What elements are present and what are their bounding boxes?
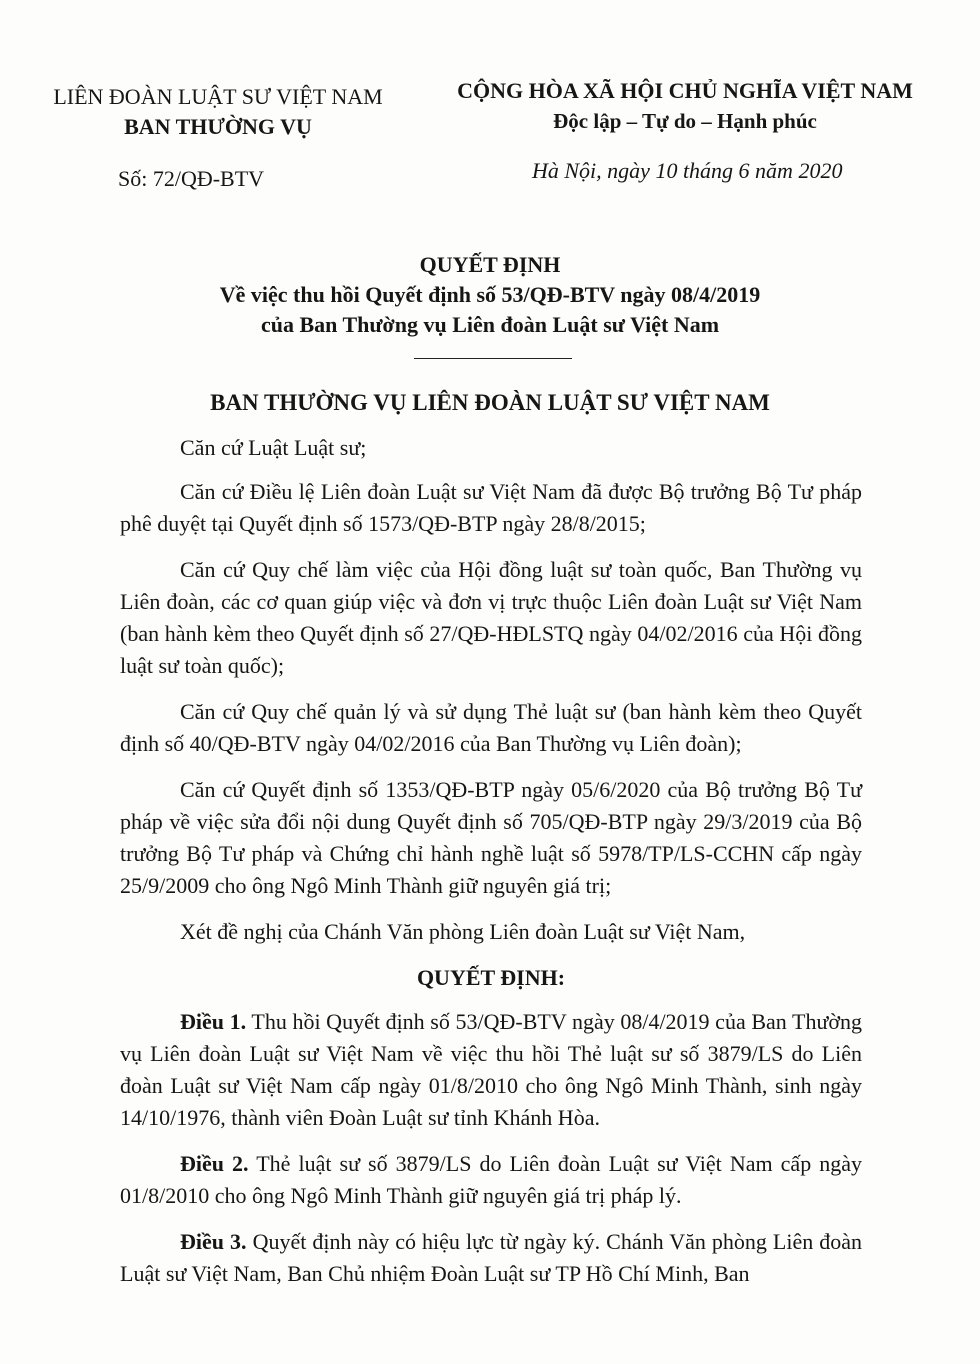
title-subject-line-1: Về việc thu hồi Quyết định số 53/QĐ-BTV ngày 08/4/2019 — [219, 282, 761, 307]
article-paragraph — [120, 1226, 862, 1290]
basis-paragraph: Căn cứ Điều lệ Liên đoàn Luật sư Việt Nam đã được Bộ trưởng Bộ Tư pháp phê duyệt tại Quyết định số 1573/QĐ-BTP ngày 28/8/2015; — [120, 479, 862, 536]
article-paragraph — [120, 1148, 862, 1212]
article-label: Điều 3. — [180, 1229, 247, 1254]
department-name: BAN THƯỜNG VỤ — [124, 114, 312, 139]
place-date: Hà Nội, ngày 10 tháng 6 năm 2020 — [532, 158, 843, 183]
issuer-heading: BAN THƯỜNG VỤ LIÊN ĐOÀN LUẬT SƯ VIỆT NAM — [210, 390, 770, 415]
article-label: Điều 1. — [180, 1009, 247, 1034]
basis-paragraph: Căn cứ Quyết định số 1353/QĐ-BTP ngày 05/6/2020 của Bộ trưởng Bộ Tư pháp về việc sửa đổi nội dung Quyết định số 705/QĐ-BTP ngày 29/3/2019 của Bộ trưởng Bộ Tư pháp và Chứng chỉ hành nghề luật số 5978/TP/LS-CCHN cấp ngày 25/9/2009 cho ông Ngô Minh Thành giữ nguyên giá trị; — [120, 777, 862, 898]
decision-heading: QUYẾT ĐỊNH: — [416, 965, 566, 990]
organization-name: LIÊN ĐOÀN LUẬT SƯ VIỆT NAM — [53, 84, 383, 109]
national-header — [430, 76, 940, 136]
article-text: Quyết định này có hiệu lực từ ngày ký. Chánh Văn phòng Liên đoàn Luật sư Việt Nam, Ban Chủ nhiệm Đoàn Luật sư TP Hồ Chí Minh, Ban — [120, 1229, 863, 1286]
article-text: Thẻ luật sư số 3879/LS do Liên đoàn Luật sư Việt Nam cấp ngày 01/8/2010 cho ông Ngô Minh Thành giữ nguyên giá trị pháp lý. — [120, 1151, 863, 1208]
title-divider — [414, 358, 572, 359]
title-subject-line-2: của Ban Thường vụ Liên đoàn Luật sư Việt Nam — [260, 312, 720, 337]
document-number: Số: 72/QĐ-BTV — [118, 166, 265, 191]
basis-paragraph: Căn cứ Quy chế quản lý và sử dụng Thẻ luật sư (ban hành kèm theo Quyết định số 40/QĐ-BTV ngày 04/02/2016 của Ban Thường vụ Liên đoàn); — [120, 699, 862, 756]
basis-paragraph: Căn cứ Luật Luật sư; — [180, 435, 367, 460]
document-title — [0, 250, 980, 340]
article-text: Thu hồi Quyết định số 53/QĐ-BTV ngày 08/4/2019 của Ban Thường vụ Liên đoàn Luật sư Việt Nam về việc thu hồi Thẻ luật sư số 3879/LS do Liên đoàn Luật sư Việt Nam cấp ngày 01/8/2010 cho ông Ngô Minh Thành, sinh ngày 14/10/1976, thành viên Đoàn Luật sư tỉnh Khánh Hòa. — [120, 1009, 862, 1130]
title-heading: QUYẾT ĐỊNH — [419, 252, 561, 277]
issuing-body-header — [38, 82, 398, 142]
article-paragraph — [120, 1006, 862, 1134]
country-name: CỘNG HÒA XÃ HỘI CHỦ NGHĨA VIỆT NAM — [457, 78, 913, 103]
national-motto: Độc lập – Tự do – Hạnh phúc — [553, 109, 817, 133]
basis-paragraph: Căn cứ Quy chế làm việc của Hội đồng luật sư toàn quốc, Ban Thường vụ Liên đoàn, các cơ quan giúp việc và đơn vị trực thuộc Liên đoàn Luật sư Việt Nam (ban hành kèm theo Quyết định số 27/QĐ-HĐLSTQ ngày 04/02/2016 của Hội đồng luật sư toàn quốc); — [120, 557, 862, 678]
article-label: Điều 2. — [180, 1151, 249, 1176]
basis-paragraph: Xét đề nghị của Chánh Văn phòng Liên đoàn Luật sư Việt Nam, — [180, 919, 746, 944]
document-body — [120, 432, 862, 1304]
